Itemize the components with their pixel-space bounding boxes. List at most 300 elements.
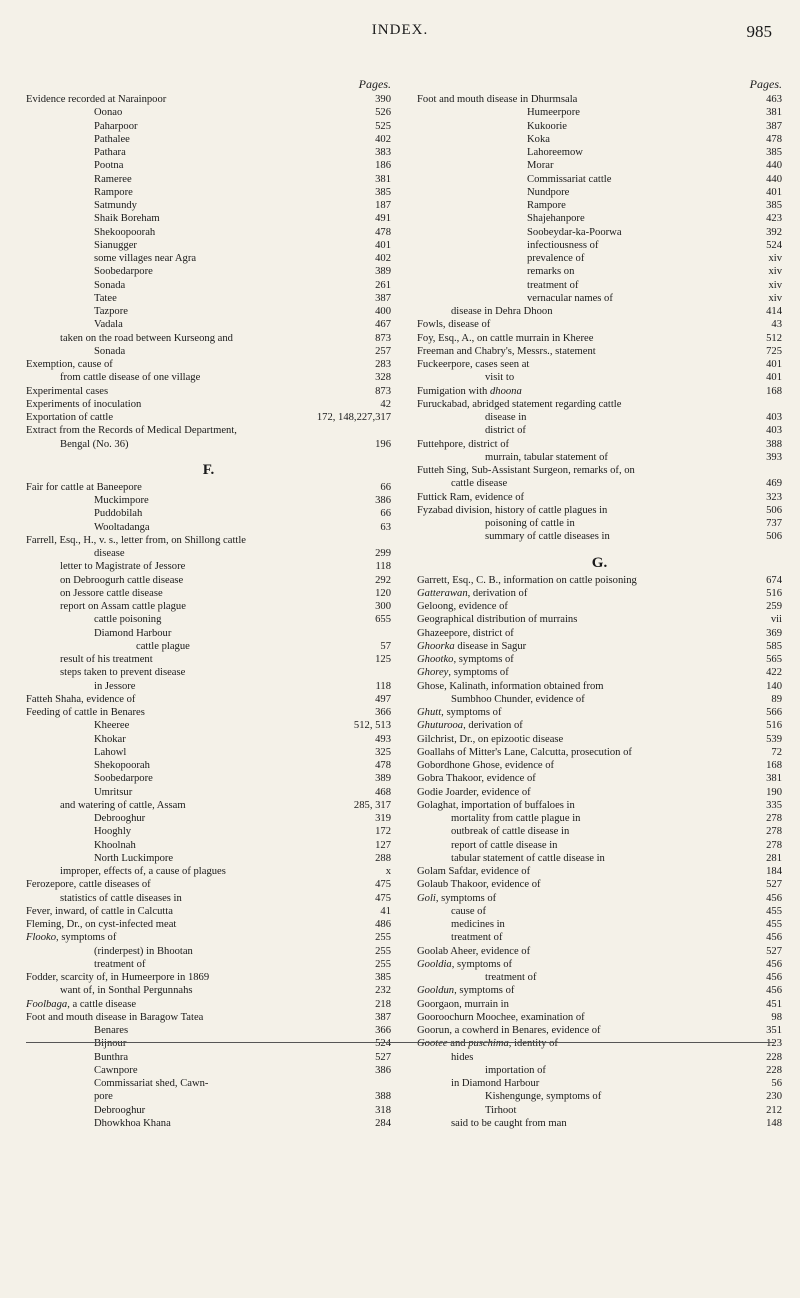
entry-pages: 725: [763, 345, 782, 358]
index-entry: [417, 1117, 782, 1130]
index-entry: [417, 385, 782, 398]
entry-text: Lahoreemow: [527, 147, 583, 158]
index-entry: [26, 719, 391, 732]
index-entry: [417, 530, 782, 543]
bottom-rule: [26, 1042, 774, 1043]
entry-pages: 402: [372, 252, 391, 265]
index-entry: [417, 332, 782, 345]
index-entry: [417, 159, 782, 172]
index-entry: [417, 587, 782, 600]
index-entry: [417, 1011, 782, 1024]
entry-pages: 381: [763, 772, 782, 785]
index-entry: [26, 772, 391, 785]
entry-text: Debrooghur: [94, 1104, 146, 1116]
entry-pages: 288: [372, 852, 391, 865]
entry-text: Lahowl: [94, 746, 127, 758]
entry-text: Rameree: [94, 173, 132, 185]
index-entry: [26, 984, 391, 997]
entry-text: Golam Safdar, evidence of: [417, 866, 531, 877]
entry-text: Goli, symptoms of: [417, 892, 497, 904]
entry-pages: 41: [377, 905, 391, 918]
entry-pages: 516: [763, 719, 782, 732]
entry-text: Cawnpore: [94, 1064, 138, 1076]
index-entry: [417, 759, 782, 772]
index-entry: [26, 173, 391, 186]
index-entry: [26, 1104, 391, 1117]
entry-pages: 281: [763, 852, 782, 865]
entry-pages: 381: [763, 106, 782, 119]
entry-pages: 369: [763, 627, 782, 640]
index-entry: [26, 1077, 391, 1090]
entry-pages: 387: [763, 120, 782, 133]
entry-text: Foy, Esq., A., on cattle murrain in Kheree: [417, 332, 594, 344]
entry-text: Ghuturooa, derivation of: [417, 720, 523, 732]
index-entry: [26, 799, 391, 812]
entry-text: Golaghat, importation of buffaloes in: [417, 799, 575, 811]
entry-pages: 491: [372, 212, 391, 225]
index-entries: [26, 93, 391, 1130]
entry-pages: 285, 317: [351, 799, 391, 812]
index-entry: [26, 918, 391, 931]
entry-pages: 527: [372, 1051, 391, 1064]
entry-pages: 512: [763, 332, 782, 345]
index-entry: [417, 931, 782, 944]
entry-text: outbreak of cattle disease in: [451, 826, 570, 838]
index-entry: [26, 1051, 391, 1064]
index-entry: [417, 371, 782, 384]
entry-pages: 228: [763, 1064, 782, 1077]
entry-text: district of: [485, 425, 526, 437]
entry-text: Ghutt, symptoms of: [417, 707, 502, 718]
entry-pages: vii: [768, 613, 782, 626]
entry-text: Morar: [527, 160, 554, 172]
entry-text: Umritsur: [94, 786, 133, 798]
entry-pages: 401: [763, 186, 782, 199]
entry-pages: 393: [763, 451, 782, 464]
index-entry: [26, 371, 391, 384]
index-entry: [26, 159, 391, 172]
entry-text: Geloong, evidence of: [417, 601, 508, 612]
index-entry: [417, 693, 782, 706]
entry-text: Tazpore: [94, 306, 128, 317]
entry-pages: 873: [372, 385, 391, 398]
index-entry: [417, 212, 782, 225]
entry-text: Khoolnah: [94, 839, 136, 851]
entry-pages: 186: [372, 159, 391, 172]
entry-text: Tatee: [94, 292, 117, 304]
entry-pages: 401: [763, 371, 782, 384]
entry-text: Geographical distribution of murrains: [417, 614, 578, 626]
entry-pages: 526: [372, 106, 391, 119]
entry-pages: 585: [763, 640, 782, 653]
index-entry: [26, 640, 391, 653]
entry-pages: 565: [763, 653, 782, 666]
index-entry: [417, 265, 782, 278]
entry-pages: 66: [377, 481, 391, 494]
entry-text: steps taken to prevent disease: [60, 667, 186, 679]
entry-pages: 401: [372, 239, 391, 252]
index-entry: [417, 1104, 782, 1117]
entry-text: remarks on: [527, 266, 575, 278]
entry-text: want of, in Sonthal Pergunnahs: [60, 985, 193, 997]
pages-heading: Pages.: [749, 77, 782, 91]
entry-pages: 255: [372, 945, 391, 958]
entry-text: Gooldia, symptoms of: [417, 958, 513, 970]
entry-pages: 467: [372, 318, 391, 331]
index-entry: [26, 958, 391, 971]
entry-text: improper, effects of, a cause of plagues: [60, 866, 226, 877]
entry-text: cattle poisoning: [94, 614, 162, 626]
index-entry: [417, 411, 782, 424]
entry-text: Fyzabad division, history of cattle plagues in: [417, 504, 608, 516]
entry-text: cattle disease: [451, 478, 508, 490]
entry-pages: 278: [763, 825, 782, 838]
index-entry: [26, 613, 391, 626]
index-entry: [26, 706, 391, 719]
index-entry: [26, 226, 391, 239]
entry-pages: 386: [372, 1064, 391, 1077]
index-entry: [26, 627, 391, 640]
entry-pages: 387: [372, 1011, 391, 1024]
index-entry: [417, 517, 782, 530]
entry-text: Gooldun, symptoms of: [417, 985, 515, 997]
entry-pages: 389: [372, 265, 391, 278]
entry-pages: 455: [763, 905, 782, 918]
index-entry: [417, 574, 782, 587]
entry-text: Muckimpore: [94, 495, 149, 506]
entry-pages: 386: [372, 494, 391, 507]
entry-pages: 423: [763, 212, 782, 225]
index-entry: [26, 385, 391, 398]
entry-text: Soobeydar-ka-Poorwa: [527, 226, 622, 238]
entry-pages: 335: [763, 799, 782, 812]
entry-pages: 318: [372, 1104, 391, 1117]
entry-text: statistics of cattle diseases in: [60, 892, 182, 904]
index-entry: [26, 680, 391, 693]
index-entry: [417, 504, 782, 517]
entry-text: Goorgaon, murrain in: [417, 998, 509, 1010]
entry-text: disease in: [485, 412, 527, 423]
entry-text: Furuckabad, abridged statement regarding cattle: [417, 398, 622, 410]
entry-pages: 118: [373, 680, 392, 693]
index-entry: [26, 1024, 391, 1037]
index-entry: [26, 971, 391, 984]
entry-text: infectiousness of: [527, 239, 599, 251]
entry-text: Fodder, scarcity of, in Humeerpore in 1869: [26, 972, 210, 983]
index-entry: [417, 799, 782, 812]
index-entry: [417, 464, 782, 477]
entry-pages: 120: [372, 587, 391, 600]
entry-pages: 456: [763, 971, 782, 984]
entry-pages: 655: [372, 613, 391, 626]
entry-text: from cattle disease of one village: [60, 372, 201, 384]
entry-pages: 388: [372, 1090, 391, 1103]
entry-pages: 127: [372, 839, 391, 852]
entry-text: Soobedarpore: [94, 266, 153, 278]
entry-text: Godie Joarder, evidence of: [417, 786, 531, 798]
index-entry: [417, 106, 782, 119]
index-entry: [417, 133, 782, 146]
index-entry: [417, 839, 782, 852]
index-entry: [26, 693, 391, 706]
index-entry: [417, 345, 782, 358]
index-entry: [417, 292, 782, 305]
index-entry: [26, 560, 391, 573]
index-entry: [417, 1037, 782, 1050]
entry-text: Bijnour: [94, 1038, 127, 1050]
entry-text: Khokar: [94, 733, 126, 745]
entry-pages: 125: [372, 653, 391, 666]
index-entry: [26, 411, 391, 424]
entry-pages: 257: [372, 345, 391, 358]
index-entry: [26, 1064, 391, 1077]
entry-pages: 455: [763, 918, 782, 931]
index-entry: [26, 746, 391, 759]
entry-text: Hooghly: [94, 826, 132, 838]
entry-text: Foolbaga, a cattle disease: [26, 998, 137, 1010]
entry-text: report on Assam cattle plague: [60, 601, 186, 612]
index-entry: [417, 186, 782, 199]
index-entry: [26, 358, 391, 371]
entry-text: Kishengunge, symptoms of: [485, 1091, 602, 1103]
entry-text: Ghose, Kalinath, information obtained from: [417, 680, 604, 692]
entry-pages: 118: [373, 560, 392, 573]
index-entry: [26, 1090, 391, 1103]
index-entry: [26, 252, 391, 265]
entry-pages: 400: [372, 305, 391, 318]
entry-pages: 148: [763, 1117, 782, 1130]
entry-pages: xiv: [765, 279, 782, 292]
entry-pages: 168: [763, 759, 782, 772]
entry-text: in Diamond Harbour: [451, 1078, 540, 1089]
entry-text: Fever, inward, of cattle in Calcutta: [26, 905, 173, 917]
entry-text: Fowls, disease of: [417, 319, 491, 331]
entry-text: importation of: [485, 1064, 546, 1076]
entry-pages: 283: [372, 358, 391, 371]
index-entry: [26, 1011, 391, 1024]
index-entry: [417, 252, 782, 265]
entry-pages: 392: [763, 226, 782, 239]
index-entry: [417, 733, 782, 746]
entry-pages: 497: [372, 693, 391, 706]
index-entry: [26, 839, 391, 852]
index-entry: [417, 93, 782, 106]
entry-text: Ghootko, symptoms of: [417, 654, 514, 665]
entry-text: Ghoorka disease in Sagur: [417, 640, 527, 652]
index-entry: [417, 627, 782, 640]
entry-pages: 390: [372, 93, 391, 106]
entry-text: Fumigation with dhoona: [417, 385, 522, 397]
index-entry: [26, 653, 391, 666]
entry-text: pore: [94, 1091, 113, 1103]
entry-text: Gobra Thakoor, evidence of: [417, 773, 536, 785]
entry-text: prevalence of: [527, 253, 585, 264]
entry-pages: 259: [763, 600, 782, 613]
index-entry: [26, 93, 391, 106]
entry-pages: 89: [768, 693, 782, 706]
index-entry: [417, 199, 782, 212]
index-entry: [26, 305, 391, 318]
index-entry: [417, 852, 782, 865]
entry-text: Kheeree: [94, 720, 130, 732]
entry-pages: 516: [763, 587, 782, 600]
entry-pages: xiv: [765, 252, 782, 265]
entry-text: hides: [451, 1051, 474, 1063]
entry-text: Sumbhoo Chunder, evidence of: [451, 693, 585, 705]
entry-text: poisoning of cattle in: [485, 518, 575, 529]
entry-pages: 478: [372, 226, 391, 239]
entry-text: said to be caught from man: [451, 1117, 567, 1129]
entry-pages: 383: [372, 146, 391, 159]
index-entry: [417, 666, 782, 679]
entry-text: Dhowkhoa Khana: [94, 1117, 171, 1129]
index-entry: [26, 279, 391, 292]
index-entry: [417, 825, 782, 838]
index-entry: [417, 640, 782, 653]
entry-text: treatment of: [485, 972, 537, 983]
index-entry: [417, 358, 782, 371]
entry-text: Shajehanpore: [527, 213, 585, 225]
index-entry: [26, 1117, 391, 1130]
index-entry: [417, 1090, 782, 1103]
entry-text: Golaub Thakoor, evidence of: [417, 879, 541, 891]
entry-text: treatment of: [527, 279, 579, 291]
entry-text: cattle plague: [136, 640, 190, 652]
entry-text: Flooko, symptoms of: [26, 932, 117, 944]
entry-pages: 440: [763, 159, 782, 172]
entry-text: Diamond Harbour: [94, 627, 172, 639]
entry-text: Humeerpore: [527, 107, 580, 119]
entry-text: Exemption, cause of: [26, 359, 113, 370]
section-letter: G.: [591, 554, 608, 571]
index-entry: [26, 547, 391, 560]
entry-text: Gooroochurn Moochee, examination of: [417, 1011, 585, 1023]
index-entry: [26, 998, 391, 1011]
index-entry: [26, 146, 391, 159]
entry-text: Fair for cattle at Baneepore: [26, 481, 142, 493]
entry-pages: 463: [763, 93, 782, 106]
index-entry: [417, 971, 782, 984]
index-entry: [26, 534, 391, 547]
entry-pages: 527: [763, 878, 782, 891]
entry-pages: 566: [763, 706, 782, 719]
index-entry: [417, 305, 782, 318]
index-entry: [417, 998, 782, 1011]
entry-text: Shaik Boreham: [94, 213, 160, 225]
index-entry: [417, 786, 782, 799]
index-entry: [417, 120, 782, 133]
section-letter: F.: [202, 461, 215, 478]
entry-pages: 486: [372, 918, 391, 931]
entry-pages: 401: [763, 358, 782, 371]
index-entry: [26, 106, 391, 119]
entry-text: Ferozepore, cattle diseases of: [26, 879, 151, 891]
index-column-right: [417, 78, 782, 1130]
entry-text: Pathara: [94, 147, 126, 158]
entry-pages: 56: [768, 1077, 782, 1090]
entry-text: Ghazeepore, district of: [417, 627, 514, 639]
index-entry: [26, 825, 391, 838]
entry-text: Bengal (No. 36): [60, 438, 129, 450]
index-entry: [26, 892, 391, 905]
entry-pages: 468: [372, 786, 391, 799]
entry-text: murrain, tabular statement of: [485, 451, 608, 463]
entry-text: Koka: [527, 133, 550, 145]
index-entry: [26, 521, 391, 534]
entry-pages: 328: [372, 371, 391, 384]
entry-pages: 525: [372, 120, 391, 133]
entry-pages: 737: [763, 517, 782, 530]
index-entry: [417, 865, 782, 878]
entry-pages: 66: [377, 507, 391, 520]
entry-pages: 261: [372, 279, 391, 292]
page-number: 985: [746, 22, 772, 41]
entry-text: disease: [94, 548, 125, 559]
index-entry: [26, 865, 391, 878]
entry-text: Gatterawan, derivation of: [417, 587, 528, 599]
entry-pages: 456: [763, 892, 782, 905]
entry-text: Bunthra: [94, 1051, 129, 1063]
entry-text: treatment of: [451, 932, 503, 944]
index-entry: [26, 186, 391, 199]
entry-text: Foot and mouth disease in Baragow Tatea: [26, 1011, 204, 1023]
index-entry: [417, 173, 782, 186]
entry-pages: 218: [372, 998, 391, 1011]
entry-pages: 414: [763, 305, 782, 318]
entry-text: Oonao: [94, 107, 123, 119]
entry-text: Fuckeerpore, cases seen at: [417, 359, 530, 370]
entry-text: Wooltadanga: [94, 521, 150, 533]
entry-pages: 43: [768, 318, 782, 331]
index-entry: [417, 653, 782, 666]
index-entry: [26, 600, 391, 613]
entry-pages: 385: [763, 199, 782, 212]
entry-pages: 475: [372, 892, 391, 905]
entry-text: Sianugger: [94, 239, 137, 251]
entry-text: Fatteh Shaha, evidence of: [26, 693, 136, 705]
entry-pages: 385: [372, 971, 391, 984]
index-entry: [26, 507, 391, 520]
entry-text: and watering of cattle, Assam: [60, 799, 186, 811]
entry-text: Nundpore: [527, 186, 570, 198]
entry-text: Experiments of inoculation: [26, 398, 142, 410]
entry-pages: 422: [763, 666, 782, 679]
entry-text: Goallahs of Mitter's Lane, Calcutta, prosecution of: [417, 746, 632, 758]
entry-text: Garrett, Esq., C. B., information on cattle poisoning: [417, 574, 637, 586]
entry-text: Rampore: [94, 186, 133, 198]
entry-pages: 57: [377, 640, 391, 653]
entry-text: Sonada: [94, 345, 126, 357]
entry-pages: 299: [372, 547, 391, 560]
index-entry: [26, 759, 391, 772]
entry-text: mortality from cattle plague in: [451, 813, 581, 824]
entry-text: Ghorey, symptoms of: [417, 667, 509, 679]
entry-pages: 168: [763, 385, 782, 398]
entry-pages: 674: [763, 574, 782, 587]
index-entry: [417, 812, 782, 825]
page-title: INDEX.: [371, 22, 429, 38]
entry-pages: 63: [377, 521, 391, 534]
index-entry: [417, 945, 782, 958]
entry-text: Tirhoot: [485, 1104, 517, 1116]
entry-pages: 98: [768, 1011, 782, 1024]
index-entry: [417, 706, 782, 719]
entry-pages: 319: [372, 812, 391, 825]
entry-pages: 323: [763, 491, 782, 504]
entry-pages: 469: [763, 477, 782, 490]
entry-pages: 366: [372, 706, 391, 719]
index-entry: [26, 199, 391, 212]
